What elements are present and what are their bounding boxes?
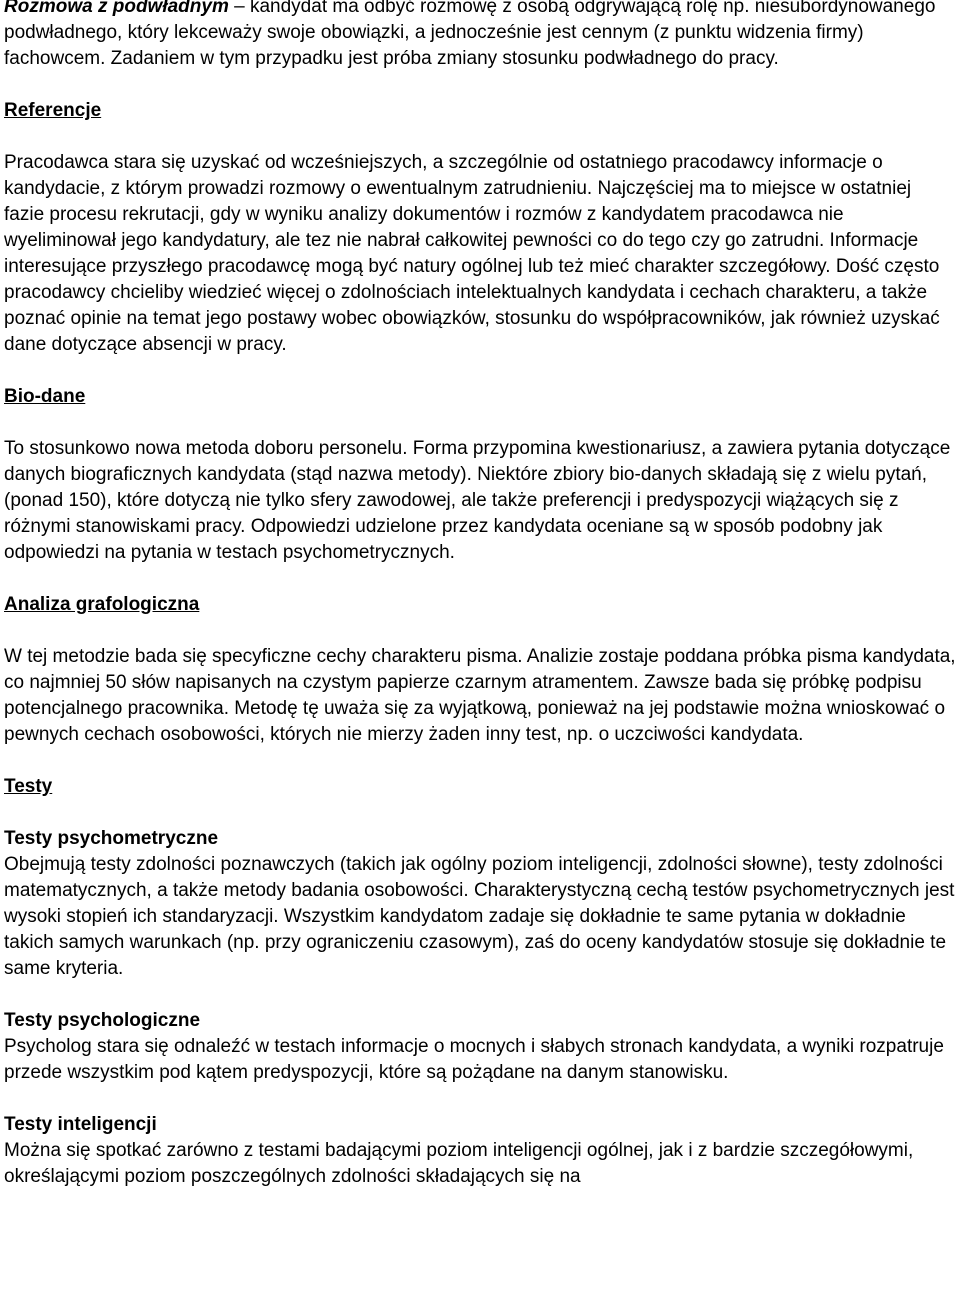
biodane-body: To stosunkowo nowa metoda doboru personelu. Forma przypomina kwestionariusz, a zawiera pytania dotyczące danych biograficznych kandydata (stąd nazwa metody). Niektóre zbiory bio-danych składają się z wielu pytań, (ponad 150), które dotyczą nie tylko sfery zawodowej, ale także preferencji i predyspozycji wiążących się z różnymi stanowiskami pracy. Odpowiedzi udzielone przez kandydata oceniane są w sposób podobny jak odpowiedzi na pytania w testach psychometrycznych. [4,438,951,563]
inteligencji-body: Można się spotkać zarówno z testami badającymi poziom inteligencji ogólnej, jak i z bardzie szczegółowymi, określającymi poziom poszczególnych zdolności składających się na [4,1140,914,1187]
heading-testy: Testy [4,776,53,797]
heading-analiza-grafologiczna: Analiza grafologiczna [4,594,200,615]
subheading-testy-psychologiczne: Testy psychologiczne [4,1010,201,1031]
intro-paragraph [4,0,956,72]
psychometryczne-body: Obejmują testy zdolności poznawczych (takich jak ogólny poziom inteligencji, zdolności słowne), testy zdolności matematycznych, a także metody badania osobowości. Charakterystyczną cechą testów psychometrycznych jest wysoki stopień ich standaryzacji. Wszystkim kandydatom zadaje się dokładnie te same pytania w dokładnie takich samych warunkach (np. przy ograniczeniu czasowym), zaś do oceny kandydatów stosuje się dokładnie te same kryteria. [4,854,955,979]
heading-biodane: Bio-dane [4,386,86,407]
psychologiczne-body: Psycholog stara się odnaleźć w testach informacje o mocnych i słabych stronach kandydata, a wyniki rozpatruje przede wszystkim pod kątem predyspozycji, które są pożądane na danym stanowisku. [4,1036,944,1083]
subheading-testy-psychometryczne: Testy psychometryczne [4,828,219,849]
heading-referencje: Referencje [4,100,102,121]
document-page [4,0,956,1190]
referencje-body: Pracodawca stara się uzyskać od wcześniejszych, a szczególnie od ostatniego pracodawcy informacje o kandydacie, z którym prowadzi rozmowy o ewentualnym zatrudnieniu. Najczęściej ma to miejsce w ostatniej fazie procesu rekrutacji, gdy w wyniku analizy dokumentów i rozmów z kandydatem pracodawca nie wyeliminował jego kandydatury, ale tez nie nabrał całkowitej pewności co do tego czy go zatrudni. Informacje interesujące przyszłego pracodawcę mogą być natury ogólnej lub też mieć charakter szczegółowy. Dość często pracodawcy chcieliby wiedzieć więcej o zdolnościach intelektualnych kandydata i cechach charakteru, a także poznać opinie na temat jego postawy wobec obowiązków, stosunku do współpracowników, jak również uzyskać dane dotyczące absencji w pracy. [4,152,940,355]
intro-term: Rozmowa z podwładnym [4,0,229,17]
subheading-testy-inteligencji: Testy inteligencji [4,1114,157,1135]
intro-text: – kandydat ma odbyć rozmowę z osobą odgrywającą rolę np. niesubordynowanego podwładnego, który lekceważy swoje obowiązki, a jednocześnie jest cennym (z punktu widzenia firmy) fachowcem. Zadaniem w tym przypadku jest próba zmiany stosunku podwładnego do pracy. [4,0,936,69]
grafologia-body: W tej metodzie bada się specyficzne cechy charakteru pisma. Analizie zostaje poddana próbka pisma kandydata, co najmniej 50 słów napisanych na czystym papierze czarnym atramentem. Zawsze bada się próbkę podpisu potencjalnego pracownika. Metodę tę uważa się za wyjątkową, ponieważ na jej podstawie można wnioskować o pewnych cechach osobowości, których nie mierzy żaden inny test, np. o uczciwości kandydata. [4,646,956,745]
